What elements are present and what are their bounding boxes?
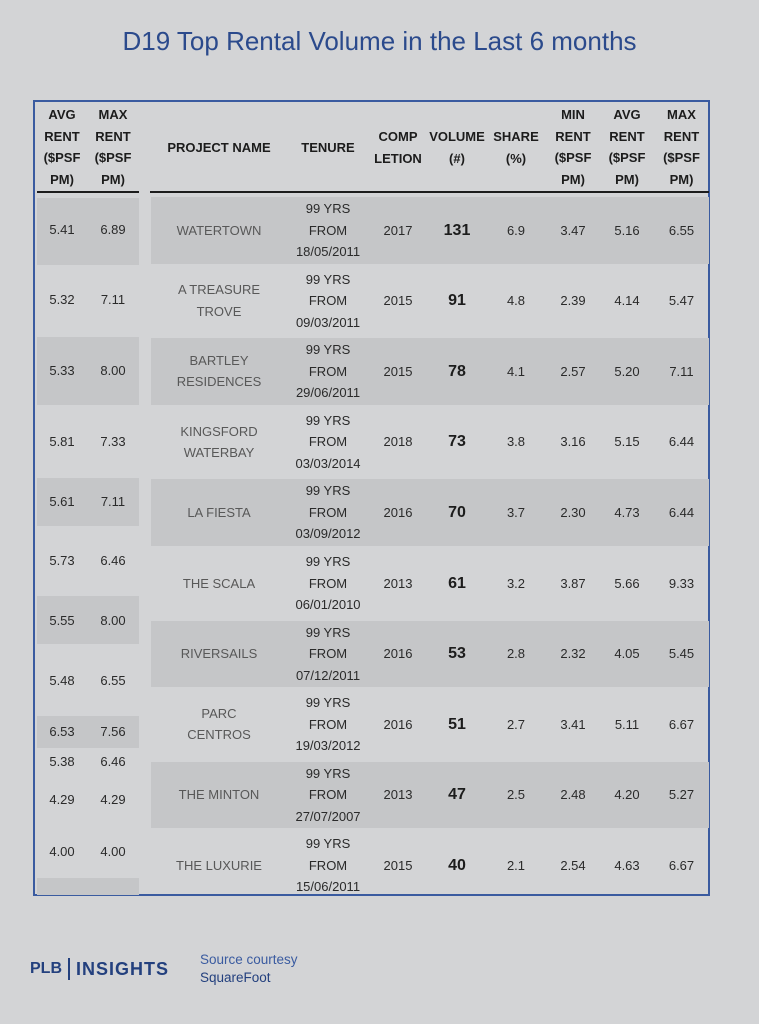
completion: 2018 (383, 434, 413, 450)
min-rent: 3.47 (560, 222, 586, 238)
volume: 40 (448, 856, 466, 874)
tenure: 99 YRS FROM 18/05/2011 (295, 201, 361, 260)
max-rent: 6.44 (668, 504, 695, 520)
header-8: MAX RENT ($PSF PM) (663, 107, 700, 187)
completion: 2013 (383, 787, 413, 803)
left-avg: 4.00 (49, 844, 75, 859)
share: 4.1 (506, 363, 526, 379)
volume: 131 (443, 221, 471, 239)
tenure: 99 YRS FROM 29/06/2011 (295, 342, 361, 401)
left-max: 8.00 (100, 363, 126, 378)
project-name: BARTLEY RESIDENCES (176, 352, 262, 390)
left-avg: 5.33 (49, 363, 75, 378)
avg-rent: 4.20 (614, 787, 640, 803)
completion: 2015 (383, 293, 413, 309)
project-name: THE LUXURIE (176, 857, 262, 873)
source-line-1: Source courtesy (200, 952, 298, 967)
min-rent: 2.57 (560, 363, 586, 379)
max-rent: 5.27 (668, 787, 695, 803)
tenure: 99 YRS FROM 06/01/2010 (295, 554, 361, 613)
max-rent: 6.55 (668, 222, 695, 238)
tenure: 99 YRS FROM 09/03/2011 (295, 271, 361, 330)
volume: 91 (448, 292, 466, 310)
header-1: PROJECT NAME (167, 140, 271, 155)
tenure: 99 YRS FROM 15/06/2011 (295, 836, 361, 895)
max-rent: 9.33 (668, 575, 695, 591)
project-name: THE SCALA (182, 575, 256, 591)
project-name: PARC CENTROS (187, 705, 251, 743)
avg-rent: 4.14 (614, 293, 640, 309)
project-name: RIVERSAILS (180, 646, 258, 662)
share: 2.1 (506, 857, 526, 873)
project-name: LA FIESTA (187, 504, 251, 520)
source-credit (200, 951, 298, 987)
volume: 61 (448, 574, 466, 592)
max-rent: 7.11 (669, 363, 694, 379)
completion: 2016 (383, 504, 413, 520)
avg-rent: 4.73 (614, 504, 640, 520)
tenure: 99 YRS FROM 03/03/2014 (295, 412, 361, 471)
left-header-1: AVG RENT ($PSF PM) (43, 107, 81, 187)
left-max: 7.11 (100, 292, 126, 307)
project-name: WATERTOWN (176, 222, 262, 238)
header-rule (150, 191, 709, 193)
left-avg: 6.53 (49, 724, 75, 739)
left-max: 4.29 (100, 792, 126, 807)
volume: 47 (448, 786, 466, 804)
project-name: KINGSFORD WATERBAY (180, 423, 258, 461)
project-name: A TREASURE TROVE (177, 282, 261, 319)
share: 3.8 (506, 434, 526, 450)
header-6: MIN RENT ($PSF PM) (554, 107, 592, 187)
header-5: SHARE (%) (493, 129, 539, 166)
source-line-2: SquareFoot (200, 970, 271, 985)
min-rent: 2.30 (560, 504, 586, 520)
volume: 78 (448, 362, 466, 380)
avg-rent: 5.20 (614, 363, 640, 379)
left-band (37, 878, 139, 895)
header-4: VOLUME (#) (429, 129, 485, 166)
min-rent: 3.41 (560, 716, 586, 732)
tenure: 99 YRS FROM 19/03/2012 (295, 695, 361, 754)
tenure: 99 YRS FROM 03/09/2012 (295, 483, 361, 542)
left-max: 6.46 (100, 754, 126, 769)
left-avg: 5.41 (49, 222, 75, 237)
max-rent: 6.44 (668, 434, 695, 450)
avg-rent: 5.66 (614, 575, 640, 591)
left-max: 6.46 (100, 553, 126, 568)
share: 2.7 (506, 716, 526, 732)
project-name: THE MINTON (178, 787, 260, 803)
left-avg: 5.61 (49, 494, 75, 509)
volume: 70 (448, 503, 466, 521)
min-rent: 2.32 (560, 646, 586, 662)
share: 2.8 (506, 646, 526, 662)
tenure: 99 YRS FROM 07/12/2011 (295, 624, 361, 683)
left-max: 6.55 (100, 673, 126, 688)
share: 2.5 (506, 787, 526, 803)
tenure: 99 YRS FROM 27/07/2007 (295, 765, 361, 824)
max-rent: 6.67 (668, 716, 695, 732)
left-header-2: MAX RENT ($PSF PM) (94, 107, 132, 187)
max-rent: 5.47 (668, 293, 695, 309)
min-rent: 2.54 (560, 857, 586, 873)
avg-rent: 5.15 (614, 434, 640, 450)
left-avg: 5.38 (49, 754, 75, 769)
max-rent: 5.45 (668, 646, 695, 662)
avg-rent: 5.11 (614, 716, 640, 732)
page-title: D19 Top Rental Volume in the Last 6 months (122, 26, 637, 56)
min-rent: 3.16 (560, 434, 586, 450)
avg-rent: 5.16 (614, 222, 640, 238)
left-max: 4.00 (100, 844, 126, 859)
left-max: 7.11 (100, 494, 126, 509)
avg-rent: 4.63 (614, 857, 640, 873)
left-max: 7.56 (100, 724, 126, 739)
completion: 2016 (383, 646, 413, 662)
share: 3.2 (506, 575, 526, 591)
brand-right: INSIGHTS (76, 958, 170, 979)
completion: 2015 (383, 363, 413, 379)
share: 4.8 (506, 293, 526, 309)
brand-left: PLB (30, 960, 62, 977)
brand-logo (30, 958, 169, 980)
min-rent: 2.48 (560, 787, 586, 803)
completion: 2013 (383, 575, 413, 591)
min-rent: 2.39 (560, 293, 586, 309)
min-rent: 3.87 (560, 575, 586, 591)
left-max: 8.00 (100, 613, 126, 628)
left-avg: 5.32 (49, 292, 75, 307)
left-avg: 4.29 (49, 792, 75, 807)
left-header-rule (37, 191, 139, 193)
share: 3.7 (506, 504, 526, 520)
share: 6.9 (506, 222, 526, 238)
completion: 2015 (383, 857, 413, 873)
left-max: 6.89 (100, 222, 126, 237)
header-7: AVG RENT ($PSF PM) (608, 107, 646, 187)
left-avg: 5.55 (49, 613, 75, 628)
header-2: TENURE (301, 140, 355, 155)
left-avg: 5.73 (49, 553, 75, 568)
completion: 2016 (383, 716, 413, 732)
left-avg: 5.48 (49, 673, 75, 688)
avg-rent: 4.05 (614, 646, 640, 662)
left-max: 7.33 (100, 434, 126, 449)
volume: 73 (448, 433, 466, 451)
volume: 51 (448, 715, 466, 733)
max-rent: 6.67 (668, 857, 695, 873)
left-avg: 5.81 (49, 434, 75, 449)
brand-divider (68, 958, 70, 980)
completion: 2017 (383, 222, 413, 238)
volume: 53 (448, 645, 466, 663)
header-3: COMP LETION (374, 129, 422, 166)
